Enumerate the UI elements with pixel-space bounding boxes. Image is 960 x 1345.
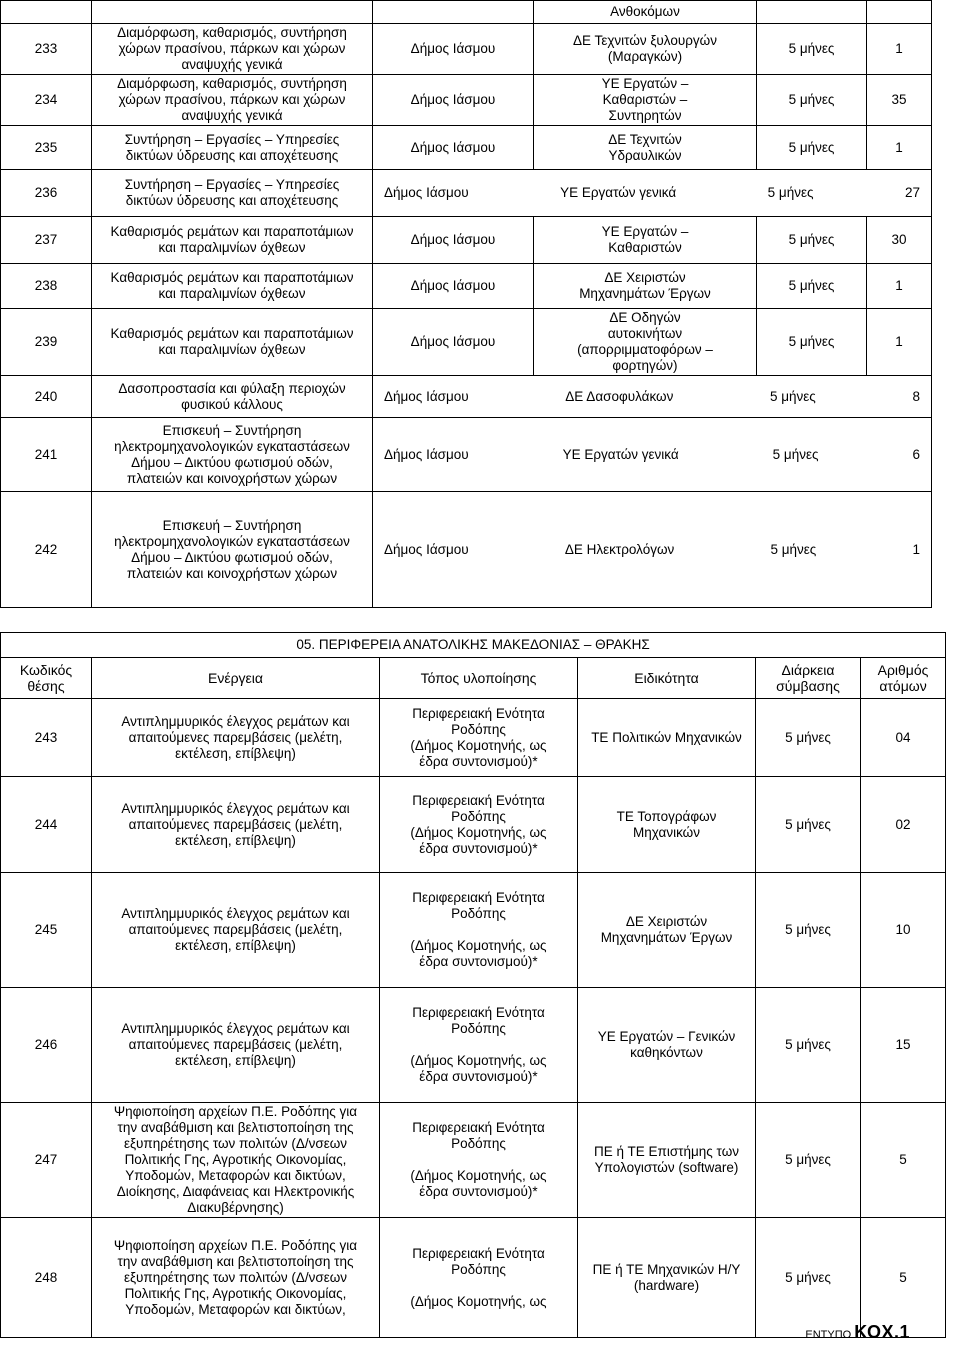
row-activity — [92, 1, 373, 24]
footer-label: ΕΝΤΥΠΟ — [805, 1329, 852, 1341]
row-place: Περιφερειακή Ενότητα Ροδόπης (Δήμος Κομοτηνής, ως έδρα συντονισμού)* — [380, 699, 578, 777]
row-count: 8 — [912, 388, 920, 404]
row-duration: 5 μήνες — [756, 699, 861, 777]
table-row — [1, 1103, 946, 1218]
row-specialty: ΥΕ Εργατών γενικά — [562, 446, 679, 462]
row-duration: 5 μήνες — [756, 873, 861, 988]
row-duration: 5 μήνες — [757, 126, 867, 170]
table-row — [1, 1, 932, 24]
row-duration: 5 μήνες — [756, 988, 861, 1103]
row-activity: Ψηφιοποίηση αρχείων Π.Ε. Ροδόπης για την αναβάθμιση και βελτιστοποίηση της εξυπηρέτησης των πολιτών (Δ/νσεων Πολιτικής Γης, Αγροτικής Οικονομίας, Υποδομών, Μεταφορών και δικτύων, Διοίκησης, Διαφάνειας και Ηλεκτρονικής Διακυβέρνησης) — [92, 1103, 380, 1218]
row-count: 04 — [861, 699, 946, 777]
row-activity: Διαμόρφωση, καθαρισμός, συντήρηση χώρων πρασίνου, πάρκων και χώρων αναψυχής γενικά — [92, 75, 373, 126]
row-place: Δήμος Ιάσμου — [384, 388, 469, 404]
row-activity: Διαμόρφωση, καθαρισμός, συντήρηση χώρων πρασίνου, πάρκων και χώρων αναψυχής γενικά — [92, 24, 373, 75]
table-row — [1, 1218, 946, 1338]
row-specialty: ΥΕ Εργατών – Καθαριστών — [534, 217, 757, 264]
row-activity: Συντήρηση – Εργασίες – Υπηρεσίες δικτύων ύδρευσης και αποχέτευσης — [92, 170, 373, 217]
row-merged-cell — [373, 418, 932, 492]
row-specialty: ΔΕ Χειριστών Μηχανημάτων Έργων — [578, 873, 756, 988]
row-count: 5 — [861, 1103, 946, 1218]
upper-table — [0, 0, 932, 608]
row-code: 247 — [1, 1103, 92, 1218]
row-code: 233 — [1, 24, 92, 75]
row-place: Δήμος Ιάσμου — [373, 126, 534, 170]
row-activity: Αντιπλημμυρικός έλεγχος ρεμάτων και απαιτούμενες παρεμβάσεις (μελέτη, εκτέλεση, επίβλεψη) — [92, 873, 380, 988]
row-code: 238 — [1, 264, 92, 309]
row-duration: 5 μήνες — [767, 185, 814, 200]
row-count: 1 — [867, 309, 932, 376]
row-place: Δήμος Ιάσμου — [373, 24, 534, 75]
row-place: Δήμος Ιάσμου — [384, 446, 469, 462]
row-activity: Επισκευή – Συντήρηση ηλεκτρομηχανολογικών εγκαταστάσεων Δήμου – Δικτύου φωτισμού οδών, πλατειών και κοινοχρήστων χώρων — [92, 418, 373, 492]
row-activity: Δασοπροστασία και φύλαξη περιοχών φυσικού κάλλους — [92, 376, 373, 418]
table-row — [1, 492, 932, 608]
row-duration: 5 μήνες — [756, 1218, 861, 1338]
header-place: Τόπος υλοποίησης — [380, 658, 578, 699]
row-code: 243 — [1, 699, 92, 777]
footer-code: ΚΟΧ.1 — [854, 1322, 910, 1342]
row-specialty: ΔΕ Δασοφυλάκων — [565, 388, 674, 404]
row-count: 35 — [867, 75, 932, 126]
row-activity: Αντιπλημμυρικός έλεγχος ρεμάτων και απαιτούμενες παρεμβάσεις (μελέτη, εκτέλεση, επίβλεψη) — [92, 988, 380, 1103]
row-specialty: ΥΕ Εργατών – Γενικών καθηκόντων — [578, 988, 756, 1103]
table-row — [1, 873, 946, 988]
row-duration: 5 μήνες — [757, 309, 867, 376]
row-code: 241 — [1, 418, 92, 492]
row-specialty: ΠΕ ή ΤΕ Μηχανικών Η/Υ (hardware) — [578, 1218, 756, 1338]
row-place: Δήμος Ιάσμου — [373, 264, 534, 309]
header-duration: Διάρκεια σύμβασης — [756, 658, 861, 699]
row-specialty: ΠΕ ή ΤΕ Επιστήμης των Υπολογιστών (software) — [578, 1103, 756, 1218]
row-activity: Καθαρισμός ρεμάτων και παραποτάμιων και παραλιμνίων όχθεων — [92, 264, 373, 309]
row-duration: 5 μήνες — [757, 24, 867, 75]
row-specialty: ΔΕ Τεχνιτών ξυλουργών (Μαραγκών) — [534, 24, 757, 75]
row-count: 1 — [912, 541, 920, 557]
row-count — [867, 1, 932, 24]
table-row — [1, 988, 946, 1103]
header-code: Κωδικός θέσης — [1, 658, 92, 699]
row-place: Δήμος Ιάσμου — [373, 309, 534, 376]
row-specialty: ΥΕ Εργατών – Καθαριστών – Συντηρητών — [534, 75, 757, 126]
table-row — [1, 418, 932, 492]
row-duration: 5 μήνες — [770, 541, 817, 557]
table-row — [1, 777, 946, 873]
table-row — [1, 170, 932, 217]
row-code: 244 — [1, 777, 92, 873]
row-count: 1 — [867, 126, 932, 170]
table-row — [1, 75, 932, 126]
region-table — [0, 632, 946, 1338]
table-row — [1, 264, 932, 309]
row-merged-cell — [373, 492, 932, 608]
row-activity: Αντιπλημμυρικός έλεγχος ρεμάτων και απαιτούμενες παρεμβάσεις (μελέτη, εκτέλεση, επίβλεψη) — [92, 699, 380, 777]
row-activity: Ψηφιοποίηση αρχείων Π.Ε. Ροδόπης για την αναβάθμιση και βελτιστοποίηση της εξυπηρέτησης των πολιτών (Δ/νσεων Πολιτικής Γης, Αγροτικής Οικονομίας, Υποδομών, Μεταφορών και δικτύων, — [92, 1218, 380, 1338]
row-code: 248 — [1, 1218, 92, 1338]
row-count: 30 — [867, 217, 932, 264]
row-specialty: ΔΕ Χειριστών Μηχανημάτων Έργων — [534, 264, 757, 309]
row-specialty: ΔΕ Οδηγών αυτοκινήτων (απορριμματοφόρων – φορτηγών) — [534, 309, 757, 376]
row-count: 1 — [867, 24, 932, 75]
row-duration — [757, 1, 867, 24]
row-duration: 5 μήνες — [772, 446, 819, 462]
table-row — [1, 217, 932, 264]
form-footer — [805, 1322, 910, 1343]
row-place: Περιφερειακή Ενότητα Ροδόπης (Δήμος Κομοτηνής, ως έδρα συντονισμού)* — [380, 777, 578, 873]
row-activity: Επισκευή – Συντήρηση ηλεκτρομηχανολογικών εγκαταστάσεων Δήμου – Δικτύου φωτισμού οδών, πλατειών και κοινοχρήστων χώρων — [92, 492, 373, 608]
row-duration: 5 μήνες — [769, 388, 816, 404]
row-count: 10 — [861, 873, 946, 988]
row-activity: Αντιπλημμυρικός έλεγχος ρεμάτων και απαιτούμενες παρεμβάσεις (μελέτη, εκτέλεση, επίβλεψη) — [92, 777, 380, 873]
row-specialty: ΥΕ Εργατών γενικά — [560, 185, 677, 200]
table-row — [1, 24, 932, 75]
row-code: 236 — [1, 170, 92, 217]
table-row — [1, 376, 932, 418]
row-count: 15 — [861, 988, 946, 1103]
section-title: 05. ΠΕΡΙΦΕΡΕΙΑ ΑΝΑΤΟΛΙΚΗΣ ΜΑΚΕΔΟΝΙΑΣ – ΘΡΑΚΗΣ — [1, 633, 946, 658]
row-place: Δήμος Ιάσμου — [373, 75, 534, 126]
row-place: Περιφερειακή Ενότητα Ροδόπης (Δήμος Κομοτηνής, ως έδρα συντονισμού)* — [380, 873, 578, 988]
row-code: 240 — [1, 376, 92, 418]
row-activity: Καθαρισμός ρεμάτων και παραποτάμιων και παραλιμνίων όχθεων — [92, 309, 373, 376]
row-code: 245 — [1, 873, 92, 988]
row-duration: 5 μήνες — [757, 264, 867, 309]
row-code: 242 — [1, 492, 92, 608]
row-count: 27 — [904, 185, 920, 200]
row-code — [1, 1, 92, 24]
table-row — [1, 126, 932, 170]
row-code: 235 — [1, 126, 92, 170]
row-code: 246 — [1, 988, 92, 1103]
row-code: 237 — [1, 217, 92, 264]
row-place: Δήμος Ιάσμου — [373, 217, 534, 264]
row-place: Δήμος Ιάσμου — [384, 541, 469, 557]
row-specialty: Ανθοκόμων — [534, 1, 757, 24]
row-merged-cell — [373, 376, 932, 418]
header-specialty: Ειδικότητα — [578, 658, 756, 699]
row-count: 02 — [861, 777, 946, 873]
row-specialty: ΤΕ Τοπογράφων Μηχανικών — [578, 777, 756, 873]
row-specialty: ΔΕ Τεχνιτών Υδραυλικών — [534, 126, 757, 170]
row-duration: 5 μήνες — [757, 217, 867, 264]
row-activity: Καθαρισμός ρεμάτων και παραποτάμιων και παραλιμνίων όχθεων — [92, 217, 373, 264]
row-count: 6 — [912, 446, 920, 462]
header-activity: Ενέργεια — [92, 658, 380, 699]
row-place: Περιφερειακή Ενότητα Ροδόπης (Δήμος Κομοτηνής, ως έδρα συντονισμού)* — [380, 988, 578, 1103]
row-activity: Συντήρηση – Εργασίες – Υπηρεσίες δικτύων ύδρευσης και αποχέτευσης — [92, 126, 373, 170]
row-code: 239 — [1, 309, 92, 376]
row-place: Δήμος Ιάσμου — [384, 185, 469, 200]
row-duration: 5 μήνες — [756, 777, 861, 873]
table-row — [1, 309, 932, 376]
row-duration: 5 μήνες — [757, 75, 867, 126]
header-count: Αριθμός ατόμων — [861, 658, 946, 699]
row-count: 1 — [867, 264, 932, 309]
row-place — [373, 1, 534, 24]
row-code: 234 — [1, 75, 92, 126]
table-row — [1, 699, 946, 777]
row-place: Περιφερειακή Ενότητα Ροδόπης (Δήμος Κομοτηνής, ως — [380, 1218, 578, 1338]
row-duration: 5 μήνες — [756, 1103, 861, 1218]
row-count: 5 — [861, 1218, 946, 1338]
row-specialty: ΤΕ Πολιτικών Μηχανικών — [578, 699, 756, 777]
row-place: Περιφερειακή Ενότητα Ροδόπης (Δήμος Κομοτηνής, ως έδρα συντονισμού)* — [380, 1103, 578, 1218]
row-merged-cell — [373, 170, 932, 217]
row-specialty: ΔΕ Ηλεκτρολόγων — [564, 541, 675, 557]
